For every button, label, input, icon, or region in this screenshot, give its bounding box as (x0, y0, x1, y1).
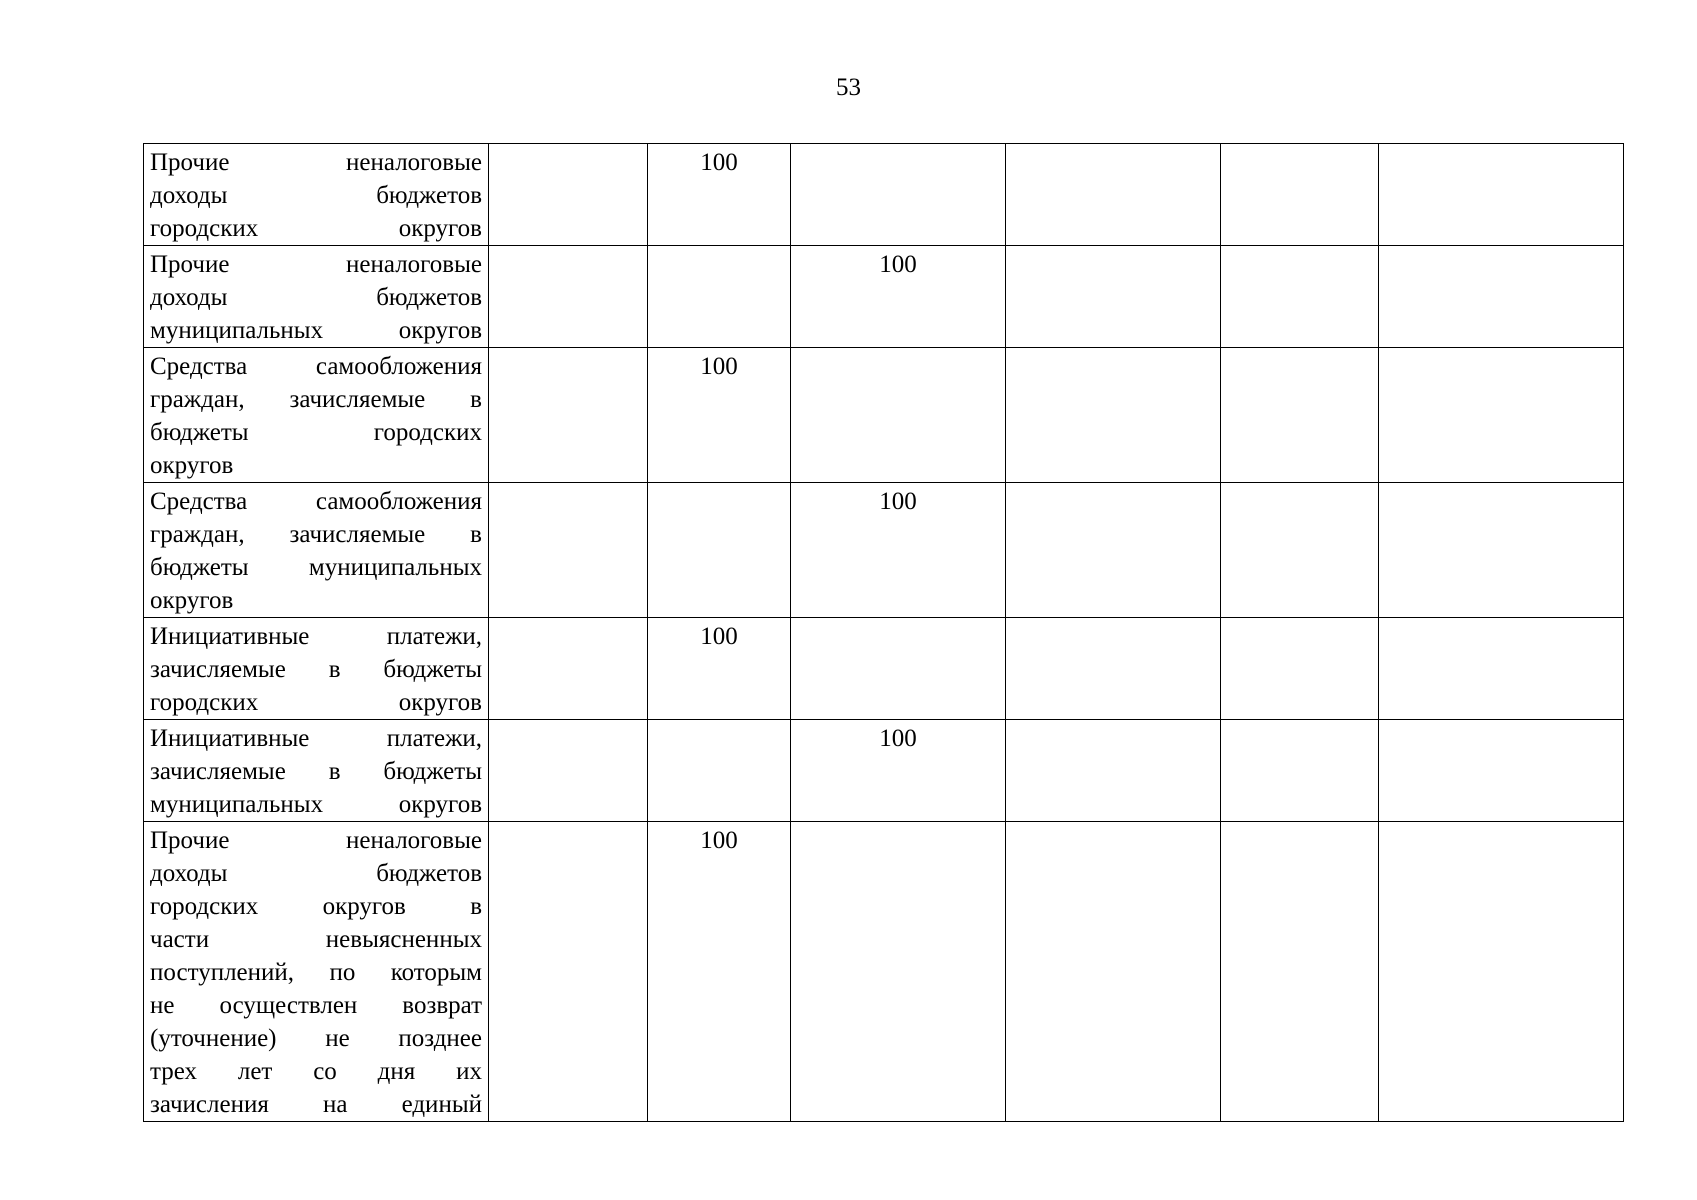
value-cell (489, 618, 648, 720)
value-cell (489, 246, 648, 348)
table-body (144, 144, 1624, 1122)
value-cell (1379, 348, 1624, 483)
table-row (144, 483, 1624, 618)
value-cell (648, 246, 791, 348)
table-row (144, 144, 1624, 246)
value-cell (1221, 720, 1379, 822)
value-cell (489, 483, 648, 618)
value-cell (1006, 246, 1221, 348)
value-cell (489, 720, 648, 822)
value-cell (1379, 144, 1624, 246)
value-cell (1006, 483, 1221, 618)
table-row (144, 246, 1624, 348)
value-cell: 100 (648, 618, 791, 720)
value-cell (1221, 348, 1379, 483)
value-cell (1379, 822, 1624, 1122)
value-cell (791, 144, 1006, 246)
table-row (144, 720, 1624, 822)
revenue-description-cell: Инициативные платежи, зачисляемые в бюджеты муниципальных округов (144, 720, 489, 822)
value-cell: 100 (791, 483, 1006, 618)
table-row (144, 618, 1624, 720)
revenue-description-cell: Прочие неналоговые доходы бюджетов городских округов в части невыясненных поступлений, по которым не осуществлен возврат (уточнение) не позднее трех лет со дня их зачисления на единый (144, 822, 489, 1122)
value-cell (1379, 483, 1624, 618)
value-cell (1221, 144, 1379, 246)
value-cell (1221, 483, 1379, 618)
value-cell (1379, 246, 1624, 348)
value-cell (1006, 348, 1221, 483)
value-cell (1006, 144, 1221, 246)
value-cell: 100 (648, 348, 791, 483)
value-cell (791, 618, 1006, 720)
value-cell (1379, 618, 1624, 720)
value-cell: 100 (648, 822, 791, 1122)
value-cell (1006, 720, 1221, 822)
table-row (144, 822, 1624, 1122)
value-cell (648, 720, 791, 822)
value-cell: 100 (791, 246, 1006, 348)
value-cell (791, 348, 1006, 483)
value-cell: 100 (791, 720, 1006, 822)
value-cell (791, 822, 1006, 1122)
value-cell (1221, 246, 1379, 348)
revenue-description-cell: Средства самообложения граждан, зачисляемые в бюджеты городских округов (144, 348, 489, 483)
revenue-description-cell: Инициативные платежи, зачисляемые в бюджеты городских округов (144, 618, 489, 720)
value-cell (1006, 822, 1221, 1122)
revenue-description-cell: Прочие неналоговые доходы бюджетов муниципальных округов (144, 246, 489, 348)
revenue-description-cell: Прочие неналоговые доходы бюджетов городских округов (144, 144, 489, 246)
value-cell: 100 (648, 144, 791, 246)
value-cell (1221, 618, 1379, 720)
value-cell (648, 483, 791, 618)
value-cell (489, 348, 648, 483)
value-cell (1006, 618, 1221, 720)
value-cell (1221, 822, 1379, 1122)
page-number: 53 (836, 74, 861, 101)
value-cell (489, 822, 648, 1122)
budget-revenue-table (143, 143, 1624, 1122)
value-cell (489, 144, 648, 246)
table-row (144, 348, 1624, 483)
revenue-description-cell: Средства самообложения граждан, зачисляемые в бюджеты муниципальных округов (144, 483, 489, 618)
value-cell (1379, 720, 1624, 822)
